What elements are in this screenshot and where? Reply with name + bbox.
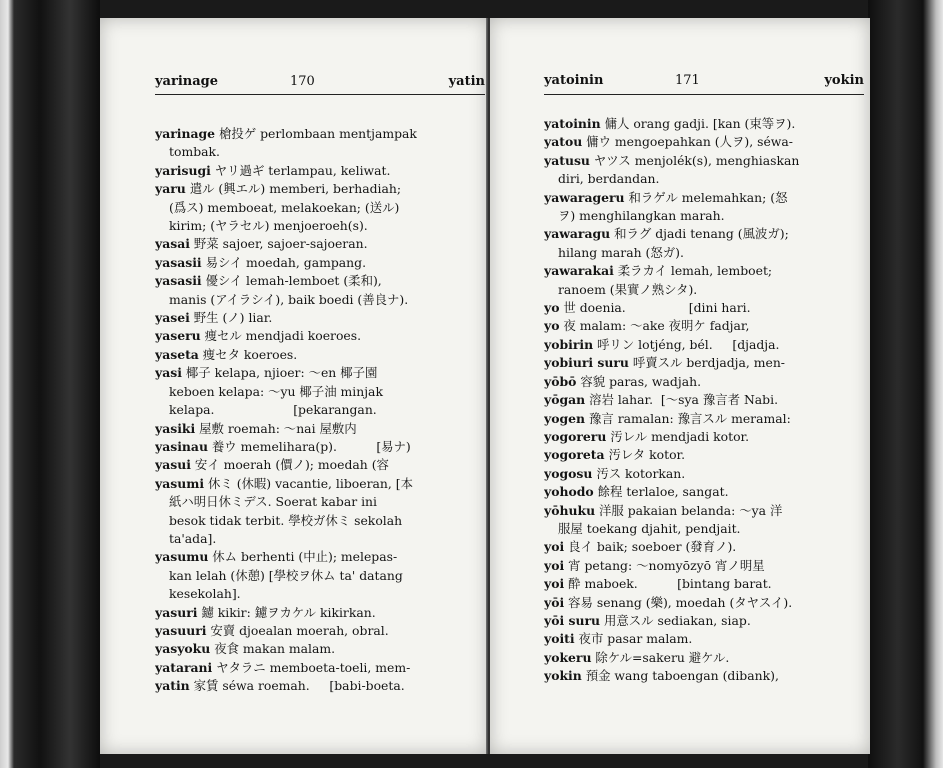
dictionary-entry (544, 262, 862, 280)
entry-text: 易シイ moedah, gampang. (201, 254, 367, 270)
dictionary-entry (155, 438, 481, 456)
dictionary-entry (544, 336, 862, 354)
entry-continuation (155, 512, 481, 530)
headword: yōi (544, 594, 565, 610)
headword: yasyoku (155, 641, 211, 657)
entry-text: 屋敷 roemah: ～nai 屋敷内 (195, 420, 357, 436)
entry-text: keboen kelapa: ～yu 椰子油 minjak (169, 383, 383, 399)
dictionary-entry (544, 133, 862, 151)
page-number: 171 (675, 73, 700, 88)
entry-continuation (155, 567, 481, 585)
entry-text: tombak. (169, 144, 220, 160)
headword: yasumu (155, 549, 209, 565)
entry-text: manis (アイラシイ), baik boedi (善良ナ). (169, 291, 409, 307)
headword: yaseta (155, 346, 199, 362)
headword: yatusu (544, 152, 590, 168)
headword: yobiuri suru (544, 355, 629, 371)
entry-text: 安賣 djoealan moerah, obral. (206, 622, 389, 638)
entry-text: 紙ハ明日休ミデス. Soerat kabar ini (169, 494, 377, 510)
entry-text: 優シイ lemah-lemboet (柔和), (201, 273, 382, 289)
headword: yasei (155, 310, 190, 326)
headword: yasiki (155, 420, 196, 436)
dictionary-entry (544, 502, 862, 520)
entry-text: ヲ) menghilangkan marah. (558, 208, 725, 224)
dictionary-entry (544, 483, 862, 501)
entry-continuation (544, 520, 862, 538)
entry-text: 夜市 pasar malam. (574, 631, 693, 647)
entry-text: 家賃 séwa roemah. [babi-boeta. (189, 678, 405, 694)
entry-text: 安イ moerah (價ノ); moedah (容 (190, 457, 389, 473)
entry-text: 和ラグ djadi tenang (風波ガ); (610, 226, 789, 242)
entry-text: 野生 (ノ) liar. (189, 310, 273, 326)
dictionary-entry (155, 548, 481, 566)
dictionary-entry (544, 391, 862, 409)
headword: yōgan (544, 392, 586, 408)
dictionary-entry (155, 309, 481, 327)
entry-text: 豫言 ramalan: 豫言スル meramal: (585, 410, 791, 426)
dictionary-entry (155, 475, 481, 493)
dictionary-entry (155, 456, 481, 474)
entry-continuation (155, 585, 481, 603)
entry-continuation (544, 207, 862, 225)
entry-text: 夜食 makan malam. (210, 641, 336, 657)
headword: yawarageru (544, 189, 625, 205)
headword: yōhuku (544, 502, 596, 518)
headword: yaseru (155, 328, 201, 344)
entry-text: 夜 malam: ～ake 夜明ケ fadjar, (559, 318, 750, 334)
entry-text: 休ミ (休暇) vacantie, liboeran, [本 (204, 475, 413, 491)
headword: yasasii (155, 273, 202, 289)
entry-text: 傭ウ mengoepahkan (人ヲ), séwa- (582, 134, 793, 150)
entry-continuation (155, 143, 481, 161)
headword: yaru (155, 181, 186, 197)
entry-continuation (155, 199, 481, 217)
entry-text: 洋服 pakaian belanda: ～ya 洋 (595, 502, 783, 518)
headword: yawaragu (544, 226, 611, 242)
headword: yatin (155, 678, 190, 694)
headword: yogoreta (544, 447, 605, 463)
dictionary-entry (544, 667, 862, 685)
headword: yasumi (155, 475, 205, 491)
entry-text: 汚レタ kotor. (604, 447, 686, 463)
headword: yo (544, 300, 560, 316)
entry-text: 世 doenia. [dini hari. (559, 300, 751, 316)
entry-text: 鑢 kikir: 鑢ヲカケル kikirkan. (197, 604, 376, 620)
entry-text: diri, berdandan. (558, 171, 660, 187)
headword: yoi (544, 576, 565, 592)
dictionary-entry (544, 465, 862, 483)
dictionary-entry (544, 557, 862, 575)
entry-list (544, 115, 862, 686)
entry-text: 服屋 toekang djahit, pendjait. (558, 520, 741, 536)
headword: yatoinin (544, 116, 601, 131)
header-rule (544, 94, 864, 95)
headword: yasuri (155, 604, 198, 620)
dictionary-entry (155, 622, 481, 640)
entry-text: 遣ル (興エル) memberi, berhadiah; (185, 181, 402, 197)
entry-continuation (155, 493, 481, 511)
dictionary-entry (544, 428, 862, 446)
entry-text: kirim; (ヤラセル) menjoeroeh(s). (169, 218, 368, 234)
entry-list (155, 125, 481, 696)
entry-text: kelapa. [pekarangan. (169, 402, 377, 418)
entry-text: 宵 petang: ～nomyōzyō 宵ノ明星 (564, 557, 765, 573)
headword: yohodo (544, 484, 594, 500)
right-page (490, 18, 870, 754)
entry-text: 柔ラカイ lemah, lemboet; (613, 263, 773, 279)
entry-continuation (544, 244, 862, 262)
entry-continuation (155, 530, 481, 548)
entry-text: ヤツス menjolék(s), menghiaskan (589, 152, 800, 168)
dictionary-entry (544, 630, 862, 648)
headword: yasui (155, 457, 191, 473)
headword: yoi (544, 557, 565, 573)
entry-text: 良イ baik; soeboer (發育ノ). (564, 539, 737, 555)
left-page (100, 18, 488, 754)
headword: yasasii (155, 254, 202, 270)
entry-continuation (155, 291, 481, 309)
entry-text: ta'ada]. (169, 530, 217, 546)
dictionary-entry (544, 410, 862, 428)
entry-text: 溶岩 lahar. [～sya 豫言者 Nabi. (585, 392, 779, 408)
dictionary-entry (155, 235, 481, 253)
dictionary-entry (544, 373, 862, 391)
entry-text: 呼賣スル berdjadja, men- (628, 355, 785, 371)
entry-text: 容貌 paras, wadjah. (576, 373, 702, 389)
page-number: 170 (290, 74, 315, 89)
headword: yasi (155, 365, 182, 381)
headword: yogen (544, 410, 586, 426)
dictionary-entry (155, 162, 481, 180)
entry-text: ヤリ過ギ terlampau, keliwat. (210, 162, 391, 178)
entry-text: 酔 maboek. [bintang barat. (564, 576, 772, 592)
dictionary-entry (544, 594, 862, 612)
headword: yobirin (544, 336, 594, 352)
headword: yōi suru (544, 612, 601, 628)
entry-text: 休ム berhenti (中止); melepas- (208, 549, 398, 565)
book-edge-left (0, 0, 100, 768)
dictionary-entry (544, 575, 862, 593)
dictionary-entry (544, 225, 862, 243)
dictionary-entry (155, 640, 481, 658)
headword: yatou (544, 134, 583, 150)
headword: yogosu (544, 465, 593, 481)
headword: yatarani (155, 659, 213, 675)
entry-text: 除ケル=sakeru 避ケル. (591, 649, 730, 665)
dictionary-entry (544, 152, 862, 170)
entry-text: 椰子 kelapa, njioer: ～en 椰子園 (181, 365, 378, 381)
dictionary-entry (544, 446, 862, 464)
entry-text: 汚レル mendjadi kotor. (606, 428, 750, 444)
entry-text: ヤタラニ memboeta-toeli, mem- (212, 659, 411, 675)
dictionary-entry (544, 299, 862, 317)
dictionary-entry (155, 420, 481, 438)
headword: yasai (155, 236, 190, 252)
headword: yogoreru (544, 428, 607, 444)
dictionary-entry (155, 125, 481, 143)
entry-text: kan lelah (休憩) [學校ヲ休ム ta' datang (169, 567, 403, 583)
dictionary-entry (155, 364, 481, 382)
entry-text: ranoem (果實ノ熟シタ). (558, 281, 698, 297)
guide-word-left: yarinage (155, 74, 219, 89)
dictionary-entry (155, 327, 481, 345)
headword: yawarakai (544, 263, 614, 279)
dictionary-entry (155, 677, 481, 695)
entry-text: 槍投ゲ perlombaan mentjampak (215, 126, 417, 141)
headword: yarinage (155, 126, 216, 141)
headword: yoi (544, 539, 565, 555)
dictionary-entry (544, 538, 862, 556)
entry-text: 汚ス kotorkan. (592, 465, 686, 481)
entry-text: hilang marah (怒ガ). (558, 244, 684, 260)
entry-continuation (155, 217, 481, 235)
dictionary-entry (155, 254, 481, 272)
entry-text: (爲ス) memboeat, melakoekan; (送ル) (169, 199, 400, 215)
dictionary-entry (155, 346, 481, 364)
guide-word-right: yokin (824, 73, 864, 88)
dictionary-entry (155, 180, 481, 198)
dictionary-entry (544, 354, 862, 372)
headword: yo (544, 318, 560, 334)
entry-continuation (155, 383, 481, 401)
headword: yarisugi (155, 162, 211, 178)
guide-word-left: yatoinin (544, 73, 604, 88)
page-header (544, 73, 864, 93)
dictionary-entry (155, 604, 481, 622)
headword: yasuuri (155, 622, 207, 638)
page-header (155, 74, 485, 94)
entry-continuation (544, 281, 862, 299)
headword: yokeru (544, 649, 592, 665)
dictionary-entry (544, 317, 862, 335)
entry-text: 痩セル mendjadi koeroes. (200, 328, 362, 344)
dictionary-entry (544, 189, 862, 207)
entry-text: 用意スル sediakan, siap. (600, 612, 751, 628)
entry-text: 野菜 sajoer, sajoer-sajoeran. (189, 236, 368, 252)
headword: yasinau (155, 438, 208, 454)
guide-word-right: yatin (448, 74, 485, 89)
entry-text: 容易 senang (樂), moedah (タヤスイ). (564, 594, 793, 610)
header-rule (155, 94, 485, 95)
entry-continuation (155, 401, 481, 419)
entry-text: 餘程 terlaloe, sangat. (593, 484, 729, 500)
entry-continuation (544, 170, 862, 188)
entry-text: kesekolah]. (169, 586, 241, 602)
book-edge-right (868, 0, 943, 768)
entry-text: 呼リン lotjéng, bél. [djadja. (593, 336, 780, 352)
dictionary-entry (544, 612, 862, 630)
dictionary-entry (544, 649, 862, 667)
entry-text: 養ウ memelihara(p). [易ナ) (207, 438, 411, 454)
headword: yoiti (544, 631, 575, 647)
dictionary-entry (155, 659, 481, 677)
entry-text: 預金 wang taboengan (dibank), (581, 668, 779, 684)
dictionary-entry (544, 115, 862, 133)
entry-text: 和ラゲル melemahkan; (怒 (624, 189, 788, 205)
headword: yōbō (544, 373, 577, 389)
entry-text: 傭人 orang gadji. [kan (束等ヲ). (600, 116, 796, 131)
entry-text: 痩セタ koeroes. (198, 346, 298, 362)
dictionary-entry (155, 272, 481, 290)
headword: yokin (544, 668, 582, 684)
entry-text: besok tidak terbit. 學校ガ休ミ sekolah (169, 512, 403, 528)
